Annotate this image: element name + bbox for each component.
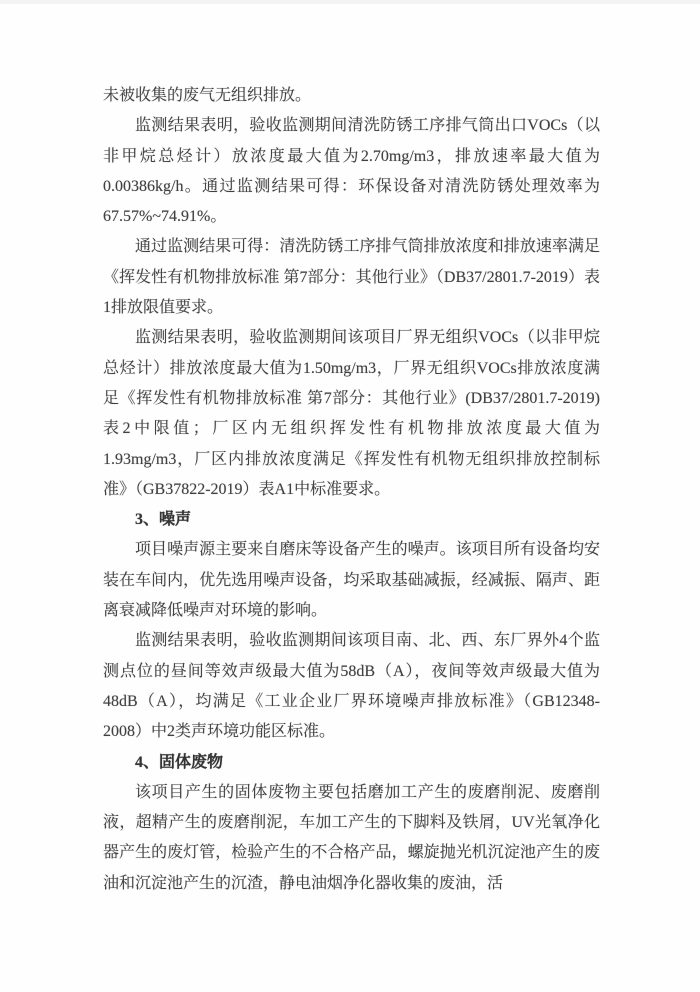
paragraph-noise-results: 监测结果表明，验收监测期间该项目南、北、西、东厂界外4个监测点位的昼间等效声级最大值为58dB（A），夜间等效声级最大值为48dB（A），均满足《工业企业厂界环境噪声排放标准》（GB12348-2008）中2类声环境功能区标准。 [103, 632, 600, 741]
paragraph-solid-waste: 该项目产生的固体废物主要包括磨加工产生的废磨削泥、废磨削液，超精产生的废磨削泥，车加工产生的下脚料及铁屑，UV光氧净化器产生的废灯管，检验产生的不合格产品，螺旋抛光机沉淀池产生的废油和沉淀池产生的沉渣，静电油烟净化器收集的废油，活 [103, 783, 600, 892]
page-top-edge [0, 0, 700, 4]
paragraph-noise-sources: 项目噪声源主要来自磨床等设备产生的噪声。该项目所有设备均安装在车间内，优先选用噪声设备，均采取基础减振，经减振、隔声、距离衰减降低噪声对环境的影响。 [103, 541, 600, 620]
heading-solid-waste: 4、固体废物 [135, 753, 224, 771]
paragraph-vocs-fugitive-compliance: 监测结果表明，验收监测期间该项目厂界无组织VOCs（以非甲烷总烃计）排放浓度最大值为1.50mg/m3，厂界无组织VOCs排放浓度满足《挥发性有机物排放标准 第7部分：其他行业》(DB37/2801.7-2019)表2中限值；厂区内无组织挥发性有机物排放浓度最大值为1.93mg/m3，厂区内排放浓度满足《挥发性有机物无组织排放控制标准》（GB37822-2019）表A1中标准要求。 [103, 329, 600, 498]
heading-noise: 3、噪声 [135, 511, 192, 529]
paragraph-vocs-stack-results: 监测结果表明，验收监测期间清洗防锈工序排气筒出口VOCs（以非甲烷总烃计）放浓度最大值为2.70mg/m3，排放速率最大值为0.00386kg/h。通过监测结果可得：环保设备对清洗防锈处理效率为67.57%~74.91%。 [103, 117, 600, 226]
text-block [103, 81, 600, 899]
paragraph-fugitive-emissions-continuation: 未被收集的废气无组织排放。 [103, 87, 312, 104]
paragraph-vocs-stack-compliance: 通过监测结果可得：清洗防锈工序排气筒排放浓度和排放速率满足《挥发性有机物排放标准 第7部分：其他行业》（DB37/2801.7-2019）表1排放限值要求。 [103, 238, 600, 317]
